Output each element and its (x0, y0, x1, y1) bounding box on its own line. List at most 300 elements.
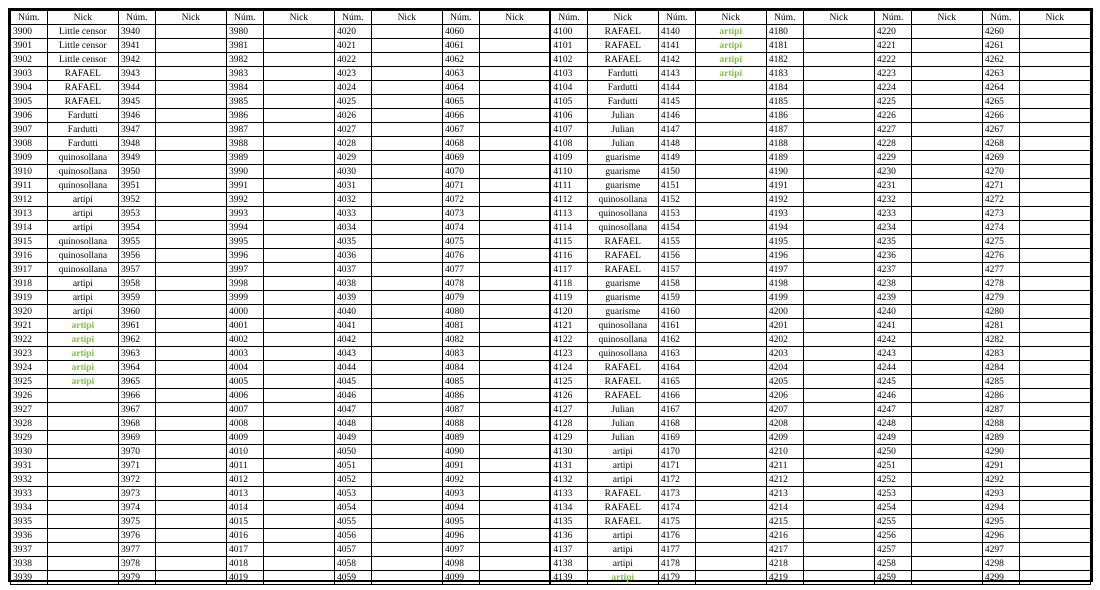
cell-nick[interactable] (371, 67, 442, 81)
cell-number[interactable]: 4097 (442, 543, 479, 557)
cell-number[interactable]: 4174 (658, 501, 695, 515)
cell-number[interactable]: 3920 (11, 305, 48, 319)
cell-nick[interactable] (695, 403, 766, 417)
cell-number[interactable]: 4090 (442, 445, 479, 459)
cell-nick[interactable] (695, 389, 766, 403)
cell-number[interactable]: 4129 (550, 431, 587, 445)
cell-number[interactable]: 4283 (982, 347, 1019, 361)
cell-number[interactable]: 4054 (334, 501, 371, 515)
cell-nick[interactable]: guarisme (587, 291, 658, 305)
cell-number[interactable]: 4002 (226, 333, 263, 347)
cell-number[interactable]: 4264 (982, 81, 1019, 95)
cell-nick[interactable] (695, 361, 766, 375)
cell-number[interactable]: 4066 (442, 109, 479, 123)
cell-number[interactable]: 4025 (334, 95, 371, 109)
cell-nick[interactable] (479, 277, 550, 291)
cell-number[interactable]: 4186 (766, 109, 803, 123)
cell-number[interactable]: 4034 (334, 221, 371, 235)
cell-nick[interactable] (911, 277, 982, 291)
cell-number[interactable]: 4177 (658, 543, 695, 557)
cell-nick[interactable] (1019, 165, 1090, 179)
cell-number[interactable]: 3915 (11, 235, 48, 249)
cell-nick[interactable] (47, 459, 118, 473)
cell-nick[interactable] (263, 249, 334, 263)
cell-nick[interactable] (263, 543, 334, 557)
cell-nick[interactable] (155, 375, 226, 389)
cell-number[interactable]: 3936 (11, 529, 48, 543)
cell-number[interactable]: 4160 (658, 305, 695, 319)
cell-number[interactable]: 4144 (658, 81, 695, 95)
cell-nick[interactable] (911, 263, 982, 277)
cell-nick[interactable] (155, 249, 226, 263)
cell-nick[interactable] (911, 235, 982, 249)
cell-nick[interactable]: quinosollana (587, 207, 658, 221)
cell-number[interactable]: 4247 (874, 403, 911, 417)
cell-number[interactable]: 4023 (334, 67, 371, 81)
cell-nick[interactable] (803, 459, 874, 473)
cell-number[interactable]: 3963 (118, 347, 155, 361)
cell-number[interactable]: 4270 (982, 165, 1019, 179)
cell-number[interactable]: 3993 (226, 207, 263, 221)
cell-nick[interactable]: RAFAEL (587, 25, 658, 39)
cell-number[interactable]: 3922 (11, 333, 48, 347)
cell-nick[interactable] (695, 487, 766, 501)
cell-nick[interactable] (803, 207, 874, 221)
cell-number[interactable]: 4009 (226, 431, 263, 445)
cell-number[interactable]: 4006 (226, 389, 263, 403)
cell-nick[interactable]: RAFAEL (587, 361, 658, 375)
cell-nick[interactable] (47, 389, 118, 403)
cell-number[interactable]: 4028 (334, 137, 371, 151)
cell-number[interactable]: 4083 (442, 347, 479, 361)
cell-number[interactable]: 3913 (11, 207, 48, 221)
cell-nick[interactable] (155, 347, 226, 361)
cell-nick[interactable]: artipi (47, 319, 118, 333)
cell-nick[interactable]: artipi (47, 193, 118, 207)
cell-number[interactable]: 3914 (11, 221, 48, 235)
cell-nick[interactable] (1019, 459, 1090, 473)
cell-number[interactable]: 4217 (766, 543, 803, 557)
cell-number[interactable]: 3979 (118, 571, 155, 585)
cell-nick[interactable] (1019, 501, 1090, 515)
cell-number[interactable]: 4172 (658, 473, 695, 487)
cell-nick[interactable] (911, 207, 982, 221)
cell-nick[interactable] (263, 445, 334, 459)
cell-number[interactable]: 4080 (442, 305, 479, 319)
cell-number[interactable]: 4053 (334, 487, 371, 501)
cell-nick[interactable] (1019, 263, 1090, 277)
cell-nick[interactable]: artipi (695, 53, 766, 67)
cell-number[interactable]: 4234 (874, 221, 911, 235)
cell-nick[interactable] (1019, 445, 1090, 459)
cell-nick[interactable]: Fardutti (47, 123, 118, 137)
cell-nick[interactable] (803, 277, 874, 291)
cell-nick[interactable] (155, 151, 226, 165)
cell-nick[interactable] (911, 123, 982, 137)
cell-number[interactable]: 4230 (874, 165, 911, 179)
cell-nick[interactable] (911, 109, 982, 123)
cell-nick[interactable] (371, 151, 442, 165)
cell-nick[interactable] (47, 515, 118, 529)
cell-nick[interactable] (263, 361, 334, 375)
cell-number[interactable]: 4021 (334, 39, 371, 53)
cell-number[interactable]: 4257 (874, 543, 911, 557)
cell-nick[interactable] (155, 417, 226, 431)
cell-nick[interactable] (803, 81, 874, 95)
cell-nick[interactable] (263, 53, 334, 67)
cell-nick[interactable] (479, 179, 550, 193)
cell-number[interactable]: 4086 (442, 389, 479, 403)
cell-number[interactable]: 3973 (118, 487, 155, 501)
cell-nick[interactable] (479, 305, 550, 319)
cell-number[interactable]: 3967 (118, 403, 155, 417)
cell-nick[interactable] (803, 165, 874, 179)
cell-number[interactable]: 4207 (766, 403, 803, 417)
cell-nick[interactable] (479, 557, 550, 571)
cell-nick[interactable] (371, 403, 442, 417)
cell-number[interactable]: 4275 (982, 235, 1019, 249)
cell-number[interactable]: 4171 (658, 459, 695, 473)
cell-number[interactable]: 4065 (442, 95, 479, 109)
cell-number[interactable]: 4179 (658, 571, 695, 585)
cell-number[interactable]: 4284 (982, 361, 1019, 375)
cell-number[interactable]: 3925 (11, 375, 48, 389)
cell-number[interactable]: 3935 (11, 515, 48, 529)
cell-nick[interactable] (1019, 571, 1090, 585)
cell-nick[interactable]: RAFAEL (587, 375, 658, 389)
cell-nick[interactable] (263, 515, 334, 529)
cell-number[interactable]: 4259 (874, 571, 911, 585)
cell-nick[interactable] (803, 39, 874, 53)
cell-number[interactable]: 4022 (334, 53, 371, 67)
cell-number[interactable]: 3900 (11, 25, 48, 39)
cell-number[interactable]: 3995 (226, 235, 263, 249)
cell-nick[interactable] (695, 291, 766, 305)
cell-number[interactable]: 4208 (766, 417, 803, 431)
cell-number[interactable]: 4084 (442, 361, 479, 375)
cell-number[interactable]: 4154 (658, 221, 695, 235)
cell-number[interactable]: 4187 (766, 123, 803, 137)
cell-nick[interactable]: artipi (587, 445, 658, 459)
cell-nick[interactable] (695, 193, 766, 207)
cell-number[interactable]: 4042 (334, 333, 371, 347)
cell-nick[interactable] (695, 123, 766, 137)
cell-number[interactable]: 4031 (334, 179, 371, 193)
cell-number[interactable]: 3953 (118, 207, 155, 221)
cell-nick[interactable] (155, 473, 226, 487)
cell-number[interactable]: 4118 (550, 277, 587, 291)
cell-nick[interactable]: quinosollana (47, 249, 118, 263)
cell-nick[interactable]: quinosollana (587, 333, 658, 347)
cell-nick[interactable]: RAFAEL (587, 515, 658, 529)
cell-nick[interactable] (47, 403, 118, 417)
cell-nick[interactable] (263, 25, 334, 39)
cell-number[interactable]: 4153 (658, 207, 695, 221)
cell-nick[interactable] (479, 123, 550, 137)
cell-number[interactable]: 3927 (11, 403, 48, 417)
cell-number[interactable]: 4205 (766, 375, 803, 389)
cell-nick[interactable] (695, 151, 766, 165)
cell-nick[interactable] (371, 389, 442, 403)
cell-number[interactable]: 4133 (550, 487, 587, 501)
cell-number[interactable]: 3992 (226, 193, 263, 207)
cell-nick[interactable] (803, 123, 874, 137)
cell-nick[interactable] (1019, 487, 1090, 501)
cell-nick[interactable] (371, 81, 442, 95)
cell-nick[interactable] (695, 431, 766, 445)
cell-nick[interactable]: Julian (587, 109, 658, 123)
cell-nick[interactable]: artipi (695, 67, 766, 81)
cell-nick[interactable] (155, 431, 226, 445)
cell-nick[interactable] (155, 571, 226, 585)
cell-nick[interactable] (911, 403, 982, 417)
cell-number[interactable]: 4033 (334, 207, 371, 221)
cell-number[interactable]: 3994 (226, 221, 263, 235)
cell-number[interactable]: 3988 (226, 137, 263, 151)
cell-nick[interactable] (803, 53, 874, 67)
cell-nick[interactable] (263, 389, 334, 403)
cell-nick[interactable]: Julian (587, 431, 658, 445)
cell-nick[interactable] (695, 137, 766, 151)
cell-number[interactable]: 3959 (118, 291, 155, 305)
cell-number[interactable]: 4206 (766, 389, 803, 403)
cell-nick[interactable]: artipi (587, 473, 658, 487)
cell-number[interactable]: 3998 (226, 277, 263, 291)
cell-nick[interactable] (1019, 347, 1090, 361)
cell-number[interactable]: 4220 (874, 25, 911, 39)
cell-number[interactable]: 4197 (766, 263, 803, 277)
cell-nick[interactable] (155, 165, 226, 179)
cell-number[interactable]: 4121 (550, 319, 587, 333)
cell-number[interactable]: 4216 (766, 529, 803, 543)
cell-number[interactable]: 4250 (874, 445, 911, 459)
cell-number[interactable]: 4111 (550, 179, 587, 193)
cell-number[interactable]: 4008 (226, 417, 263, 431)
cell-number[interactable]: 4167 (658, 403, 695, 417)
cell-number[interactable]: 4298 (982, 557, 1019, 571)
cell-nick[interactable] (47, 473, 118, 487)
cell-number[interactable]: 4040 (334, 305, 371, 319)
cell-number[interactable]: 4235 (874, 235, 911, 249)
cell-number[interactable]: 3946 (118, 109, 155, 123)
cell-nick[interactable] (263, 557, 334, 571)
cell-nick[interactable] (155, 389, 226, 403)
cell-number[interactable]: 4030 (334, 165, 371, 179)
cell-nick[interactable]: artipi (47, 333, 118, 347)
cell-number[interactable]: 4051 (334, 459, 371, 473)
cell-nick[interactable] (695, 81, 766, 95)
cell-nick[interactable] (479, 207, 550, 221)
cell-nick[interactable] (155, 487, 226, 501)
cell-nick[interactable] (155, 515, 226, 529)
cell-number[interactable]: 4196 (766, 249, 803, 263)
cell-nick[interactable] (479, 445, 550, 459)
cell-nick[interactable] (155, 277, 226, 291)
cell-number[interactable]: 4245 (874, 375, 911, 389)
cell-nick[interactable] (911, 319, 982, 333)
cell-nick[interactable] (155, 361, 226, 375)
cell-number[interactable]: 3977 (118, 543, 155, 557)
cell-number[interactable]: 4012 (226, 473, 263, 487)
cell-number[interactable]: 4183 (766, 67, 803, 81)
cell-number[interactable]: 4018 (226, 557, 263, 571)
cell-nick[interactable] (911, 53, 982, 67)
cell-nick[interactable] (803, 67, 874, 81)
cell-nick[interactable] (479, 95, 550, 109)
cell-number[interactable]: 4276 (982, 249, 1019, 263)
cell-nick[interactable] (695, 347, 766, 361)
cell-nick[interactable] (47, 417, 118, 431)
cell-nick[interactable]: Julian (587, 123, 658, 137)
cell-nick[interactable] (47, 445, 118, 459)
cell-number[interactable]: 4098 (442, 557, 479, 571)
cell-nick[interactable] (1019, 403, 1090, 417)
cell-number[interactable]: 3976 (118, 529, 155, 543)
cell-nick[interactable] (911, 543, 982, 557)
cell-number[interactable]: 4239 (874, 291, 911, 305)
cell-number[interactable]: 4131 (550, 459, 587, 473)
cell-number[interactable]: 4104 (550, 81, 587, 95)
cell-nick[interactable] (155, 319, 226, 333)
cell-nick[interactable] (911, 95, 982, 109)
cell-nick[interactable] (47, 557, 118, 571)
cell-nick[interactable] (155, 501, 226, 515)
cell-nick[interactable]: artipi (695, 25, 766, 39)
cell-number[interactable]: 4157 (658, 263, 695, 277)
cell-number[interactable]: 4035 (334, 235, 371, 249)
cell-nick[interactable] (479, 431, 550, 445)
cell-number[interactable]: 4081 (442, 319, 479, 333)
cell-number[interactable]: 3982 (226, 53, 263, 67)
cell-nick[interactable] (803, 361, 874, 375)
cell-number[interactable]: 4120 (550, 305, 587, 319)
cell-nick[interactable] (911, 221, 982, 235)
cell-nick[interactable] (371, 543, 442, 557)
cell-nick[interactable] (479, 375, 550, 389)
cell-nick[interactable]: artipi (47, 347, 118, 361)
cell-nick[interactable] (803, 291, 874, 305)
cell-number[interactable]: 3901 (11, 39, 48, 53)
cell-nick[interactable] (695, 179, 766, 193)
cell-nick[interactable]: quinosollana (47, 165, 118, 179)
cell-nick[interactable] (371, 445, 442, 459)
cell-number[interactable]: 3944 (118, 81, 155, 95)
cell-nick[interactable] (479, 221, 550, 235)
cell-number[interactable]: 4063 (442, 67, 479, 81)
cell-number[interactable]: 3930 (11, 445, 48, 459)
cell-nick[interactable] (479, 543, 550, 557)
cell-nick[interactable]: artipi (587, 459, 658, 473)
cell-number[interactable]: 4295 (982, 515, 1019, 529)
cell-number[interactable]: 4078 (442, 277, 479, 291)
cell-nick[interactable] (371, 25, 442, 39)
cell-number[interactable]: 4047 (334, 403, 371, 417)
cell-nick[interactable]: quinosollana (47, 235, 118, 249)
cell-number[interactable]: 4193 (766, 207, 803, 221)
cell-number[interactable]: 4108 (550, 137, 587, 151)
cell-nick[interactable] (803, 347, 874, 361)
cell-number[interactable]: 3999 (226, 291, 263, 305)
cell-number[interactable]: 4268 (982, 137, 1019, 151)
cell-nick[interactable] (371, 501, 442, 515)
cell-nick[interactable] (1019, 557, 1090, 571)
cell-number[interactable]: 3996 (226, 249, 263, 263)
cell-number[interactable]: 3939 (11, 571, 48, 585)
cell-number[interactable]: 4194 (766, 221, 803, 235)
cell-nick[interactable] (155, 137, 226, 151)
cell-number[interactable]: 3937 (11, 543, 48, 557)
cell-number[interactable]: 3904 (11, 81, 48, 95)
cell-number[interactable]: 3912 (11, 193, 48, 207)
cell-nick[interactable] (371, 263, 442, 277)
cell-number[interactable]: 4224 (874, 81, 911, 95)
cell-nick[interactable] (479, 487, 550, 501)
cell-nick[interactable]: RAFAEL (587, 263, 658, 277)
cell-nick[interactable]: quinosollana (47, 263, 118, 277)
cell-number[interactable]: 4088 (442, 417, 479, 431)
cell-nick[interactable] (1019, 95, 1090, 109)
cell-nick[interactable]: quinosollana (587, 193, 658, 207)
cell-number[interactable]: 3989 (226, 151, 263, 165)
cell-nick[interactable] (911, 557, 982, 571)
cell-number[interactable]: 3980 (226, 25, 263, 39)
cell-number[interactable]: 4052 (334, 473, 371, 487)
cell-nick[interactable] (911, 151, 982, 165)
cell-number[interactable]: 4223 (874, 67, 911, 81)
cell-number[interactable]: 3958 (118, 277, 155, 291)
cell-nick[interactable]: RAFAEL (587, 39, 658, 53)
cell-nick[interactable] (1019, 53, 1090, 67)
cell-nick[interactable] (371, 179, 442, 193)
cell-nick[interactable] (695, 417, 766, 431)
cell-nick[interactable]: artipi (47, 277, 118, 291)
cell-nick[interactable]: artipi (47, 221, 118, 235)
cell-number[interactable]: 3933 (11, 487, 48, 501)
cell-nick[interactable] (1019, 221, 1090, 235)
cell-number[interactable]: 4288 (982, 417, 1019, 431)
cell-number[interactable]: 4029 (334, 151, 371, 165)
cell-nick[interactable] (371, 207, 442, 221)
cell-nick[interactable] (911, 487, 982, 501)
cell-number[interactable]: 4285 (982, 375, 1019, 389)
cell-number[interactable]: 4232 (874, 193, 911, 207)
cell-nick[interactable] (479, 417, 550, 431)
cell-number[interactable]: 3990 (226, 165, 263, 179)
cell-nick[interactable] (479, 137, 550, 151)
cell-number[interactable]: 3966 (118, 389, 155, 403)
cell-number[interactable]: 4281 (982, 319, 1019, 333)
cell-number[interactable]: 4175 (658, 515, 695, 529)
cell-number[interactable]: 4004 (226, 361, 263, 375)
cell-number[interactable]: 4296 (982, 529, 1019, 543)
cell-nick[interactable] (695, 109, 766, 123)
cell-nick[interactable] (263, 375, 334, 389)
cell-number[interactable]: 3965 (118, 375, 155, 389)
cell-nick[interactable] (803, 431, 874, 445)
cell-nick[interactable] (1019, 109, 1090, 123)
cell-nick[interactable] (911, 431, 982, 445)
cell-nick[interactable]: artipi (47, 375, 118, 389)
cell-number[interactable]: 4091 (442, 459, 479, 473)
cell-nick[interactable] (47, 487, 118, 501)
cell-number[interactable]: 3971 (118, 459, 155, 473)
cell-number[interactable]: 4045 (334, 375, 371, 389)
cell-nick[interactable] (263, 431, 334, 445)
cell-number[interactable]: 4246 (874, 389, 911, 403)
cell-number[interactable]: 4162 (658, 333, 695, 347)
cell-nick[interactable] (263, 151, 334, 165)
cell-nick[interactable] (803, 543, 874, 557)
